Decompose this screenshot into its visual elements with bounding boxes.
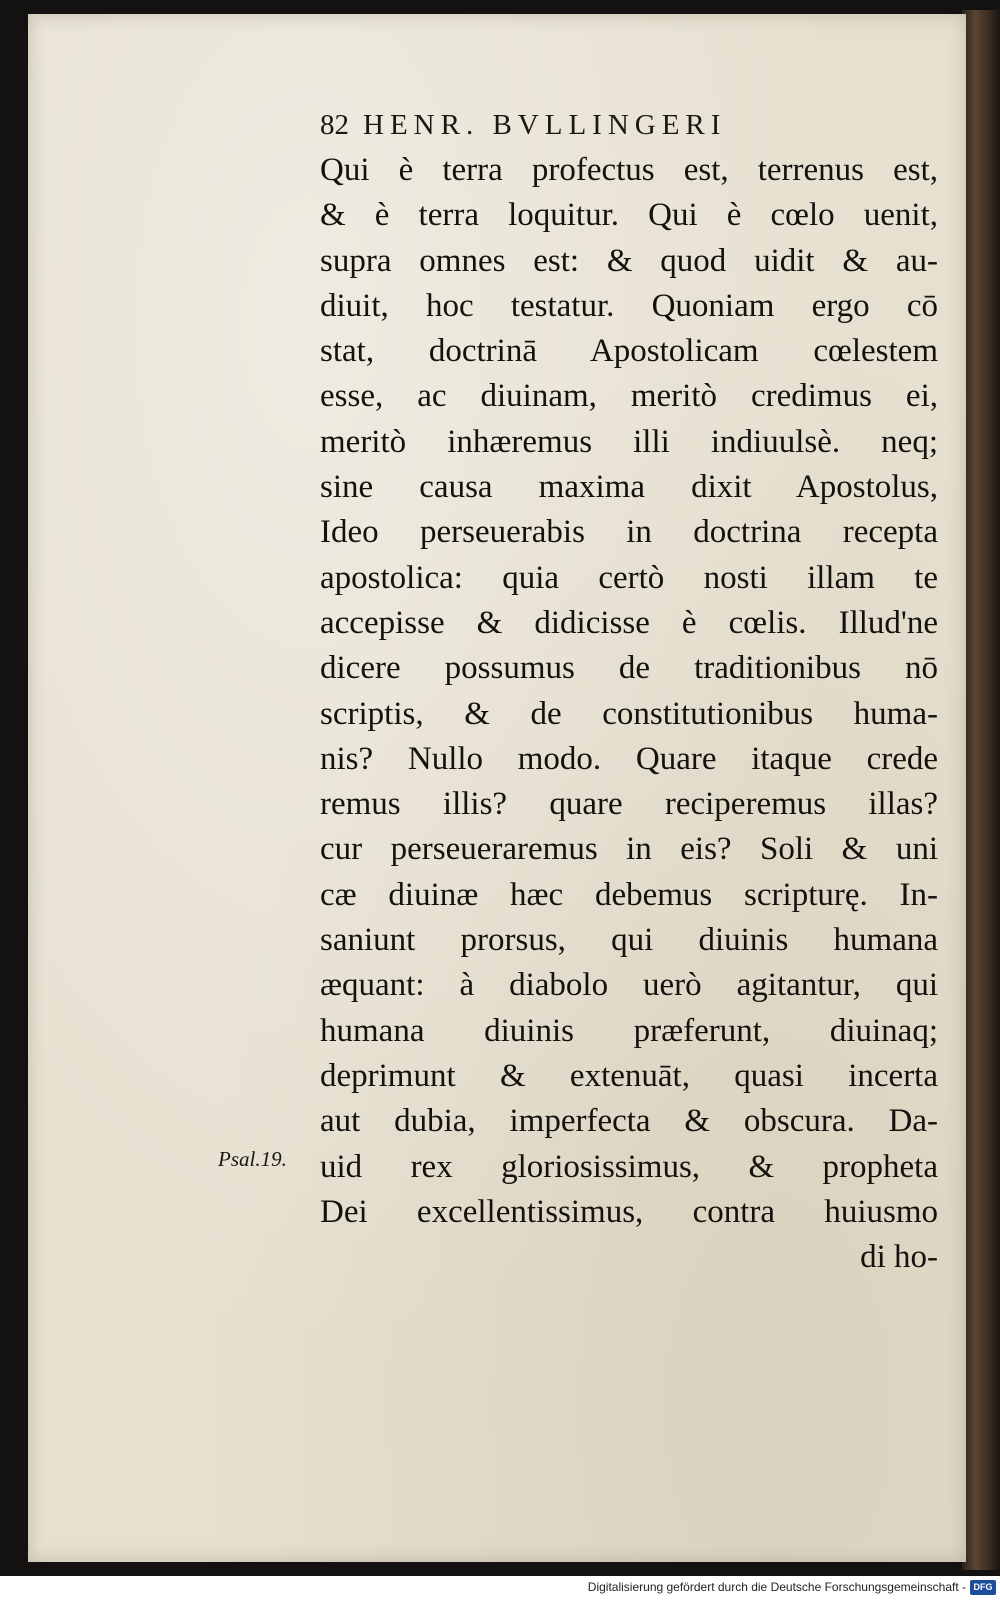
text-line: supra omnes est: & quod uidit & au- <box>320 242 938 279</box>
page-number: 82 <box>320 108 349 141</box>
text-line: aut dubia, imperfecta & obscura. Da- <box>320 1103 938 1140</box>
footer-bar <box>0 1576 1000 1600</box>
text-line: esse, ac diuinam, meritò credimus ei, <box>320 378 938 415</box>
running-head-title: HENR. BVLLINGERI <box>363 108 727 141</box>
text-line: stat, doctrinā Apostolicam cœlestem <box>320 333 938 370</box>
text-line: diuit, hoc testatur. Quoniam ergo cō <box>320 287 938 324</box>
text-line: uid rex gloriosissimus, & propheta <box>320 1148 938 1185</box>
text-line: scriptis, & de constitutionibus huma- <box>320 695 938 732</box>
text-line: Ideo perseuerabis in doctrina recepta <box>320 514 938 551</box>
dfg-logo-icon: DFG <box>970 1580 996 1595</box>
text-line: accepisse & didicisse è cœlis. Illud'ne <box>320 604 938 641</box>
text-line: Dei excellentissimus, contra huiusmo <box>320 1193 938 1230</box>
text-line: & è terra loquitur. Qui è cœlo uenit, <box>320 197 938 234</box>
text-line: Qui è terra profectus est, terrenus est, <box>320 152 938 188</box>
text-line: apostolica: quia certò nosti illam te <box>320 559 938 596</box>
text-line: saniunt prorsus, qui diuinis humana <box>320 922 938 959</box>
text-line: deprimunt & extenuāt, quasi incerta <box>320 1057 938 1094</box>
text-line: humana diuinis præferunt, diuinaq; <box>320 1012 938 1049</box>
text-line: sine causa maxima dixit Apostolus, <box>320 469 938 506</box>
footer-credit: Digitalisierung gefördert durch die Deutsche Forschungsgemeinschaft - <box>587 1580 966 1594</box>
text-line: cur perseueraremus in eis? Soli & uni <box>320 831 938 868</box>
text-line: dicere possumus de traditionibus nō <box>320 650 938 687</box>
text-line: æquant: à diabolo uerò agitantur, qui <box>320 967 938 1004</box>
text-line: cæ diuinæ hæc debemus scripturę. In- <box>320 876 938 913</box>
body-text <box>320 148 938 1280</box>
running-head <box>320 103 900 147</box>
catchword-line: di ho- <box>860 1239 938 1276</box>
text-line: nis? Nullo modo. Quare itaque crede <box>320 740 938 777</box>
text-line: remus illis? quare reciperemus illas? <box>320 786 938 823</box>
text-line: meritò inhæremus illi indiuulsè. neq; <box>320 423 938 460</box>
book-edge <box>962 10 1000 1570</box>
marginal-note: Psal.19. <box>218 1147 287 1171</box>
